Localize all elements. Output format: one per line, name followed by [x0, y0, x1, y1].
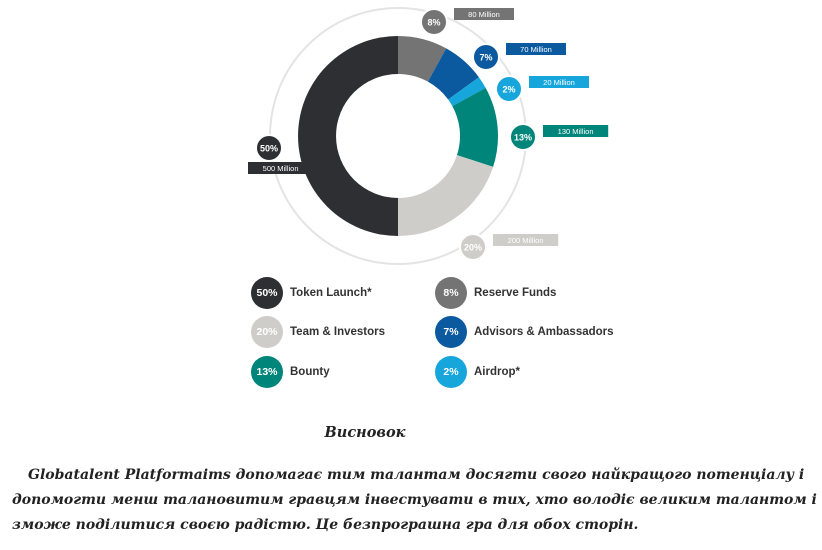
legend-label: Advisors & Ambassadors [474, 326, 614, 338]
legend-item-token-launch [251, 277, 372, 309]
legend-label: Reserve Funds [474, 287, 557, 299]
slice-callout [510, 124, 608, 150]
callout-percent: 2% [502, 84, 516, 95]
callout-amount: 80 Million [468, 10, 500, 19]
slice-callout [460, 234, 558, 260]
legend-badge: 7% [435, 316, 467, 348]
callout-percent: 13% [513, 132, 533, 143]
callout-percent: 50% [259, 143, 279, 154]
legend-label: Token Launch* [290, 287, 372, 299]
callout-amount: 70 Million [520, 45, 552, 54]
legend-item-advisors [435, 316, 614, 348]
callout-amount: 20 Million [543, 78, 575, 87]
allocation-chart [208, 0, 622, 398]
slice-callout [421, 8, 514, 35]
donut-slice [298, 36, 398, 236]
legend-badge: 13% [251, 356, 283, 388]
conclusion-paragraph: Globatalent Platformaims допомагає тим талантам досягти свого найкращого потенціалу і допомогти менш талановитим гравцям інвестувати в тих, хто володіє великим талантом і зможе поділитися своєю радістю. Це безпрограшна гра для обох сторін. [12, 467, 817, 533]
legend-badge: 8% [435, 277, 467, 309]
legend-label: Team & Investors [290, 326, 386, 338]
slice-callout [473, 43, 566, 70]
legend-badge: 20% [251, 316, 283, 348]
legend-item-reserve-funds [435, 277, 556, 309]
callout-amount: 500 Million [262, 164, 299, 173]
legend-label: Bounty [290, 366, 330, 378]
callout-percent: 7% [479, 52, 493, 63]
legend-label: Airdrop* [474, 366, 520, 378]
legend-badge: 2% [435, 356, 467, 388]
legend-item-team-investors [251, 316, 385, 348]
callout-amount: 200 Million [507, 236, 544, 245]
conclusion-title: Висновок [324, 424, 406, 441]
donut-slice [398, 155, 493, 236]
legend-item-bounty [251, 356, 330, 388]
slice-callout [496, 76, 589, 102]
legend-badge: 50% [251, 277, 283, 309]
callout-percent: 8% [427, 17, 441, 28]
callout-percent: 20% [463, 242, 483, 253]
legend-item-airdrop [435, 356, 520, 388]
callout-amount: 130 Million [557, 127, 594, 136]
